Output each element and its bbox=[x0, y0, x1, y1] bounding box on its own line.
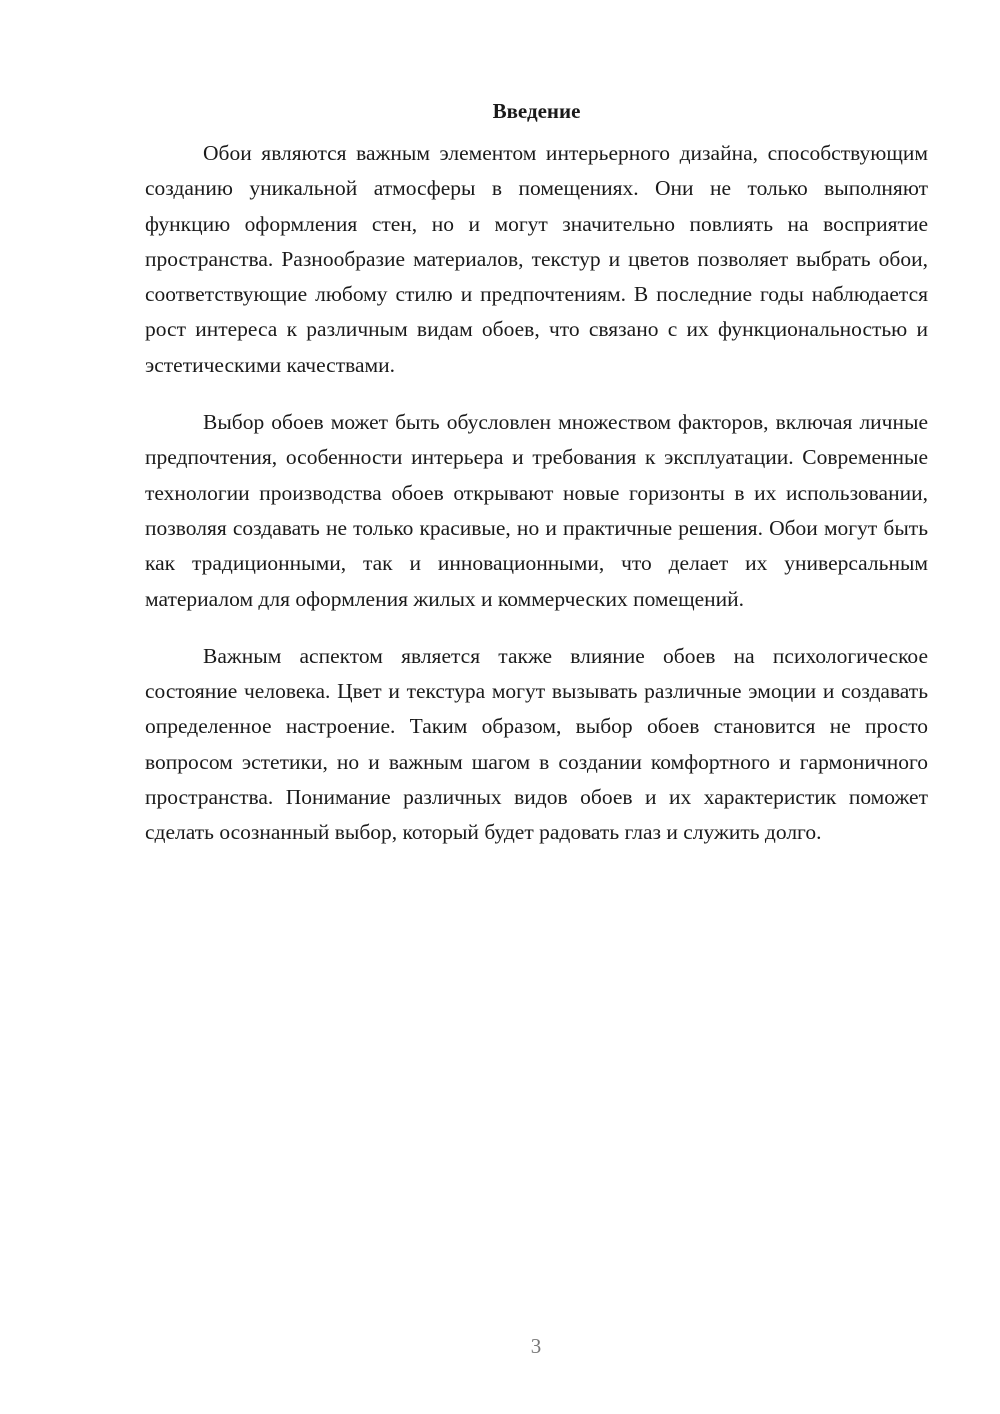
paragraph-3: Важным аспектом является также влияние обоев на психологическое состояние человека. Цвет и текстура могут вызывать различные эмоции и создавать определенное настроение. Таким образом, выбор обоев становится не просто вопросом эстетики, но и важным шагом в создании комфортного и гармоничного пространства. Понимание различных видов обоев и их характеристик поможет сделать осознанный выбор, который будет радовать глаз и служить долго. bbox=[145, 643, 928, 845]
page-number: 3 bbox=[530, 1334, 542, 1358]
section-title: Введение bbox=[492, 99, 581, 123]
page-content bbox=[145, 96, 928, 873]
paragraph-2: Выбор обоев может быть обусловлен множеством факторов, включая личные предпочтения, особенности интерьера и требования к эксплуатации. Современные технологии производства обоев открывают новые горизонты в их использовании, позволяя создавать не только красивые, но и практичные решения. Обои могут быть как традиционными, так и инновационными, что делает их универсальным материалом для оформления жилых и коммерческих помещений. bbox=[145, 410, 928, 611]
paragraph-1: Обои являются важным элементом интерьерного дизайна, способствующим созданию уникальной атмосферы в помещениях. Они не только выполняют функцию оформления стен, но и могут значительно повлиять на восприятие пространства. Разнообразие материалов, текстур и цветов позволяет выбрать обои, соответствующие любому стилю и предпочтениям. В последние годы наблюдается рост интереса к различным видам обоев, что связано с их функциональностью и эстетическими качествами. bbox=[145, 141, 928, 377]
